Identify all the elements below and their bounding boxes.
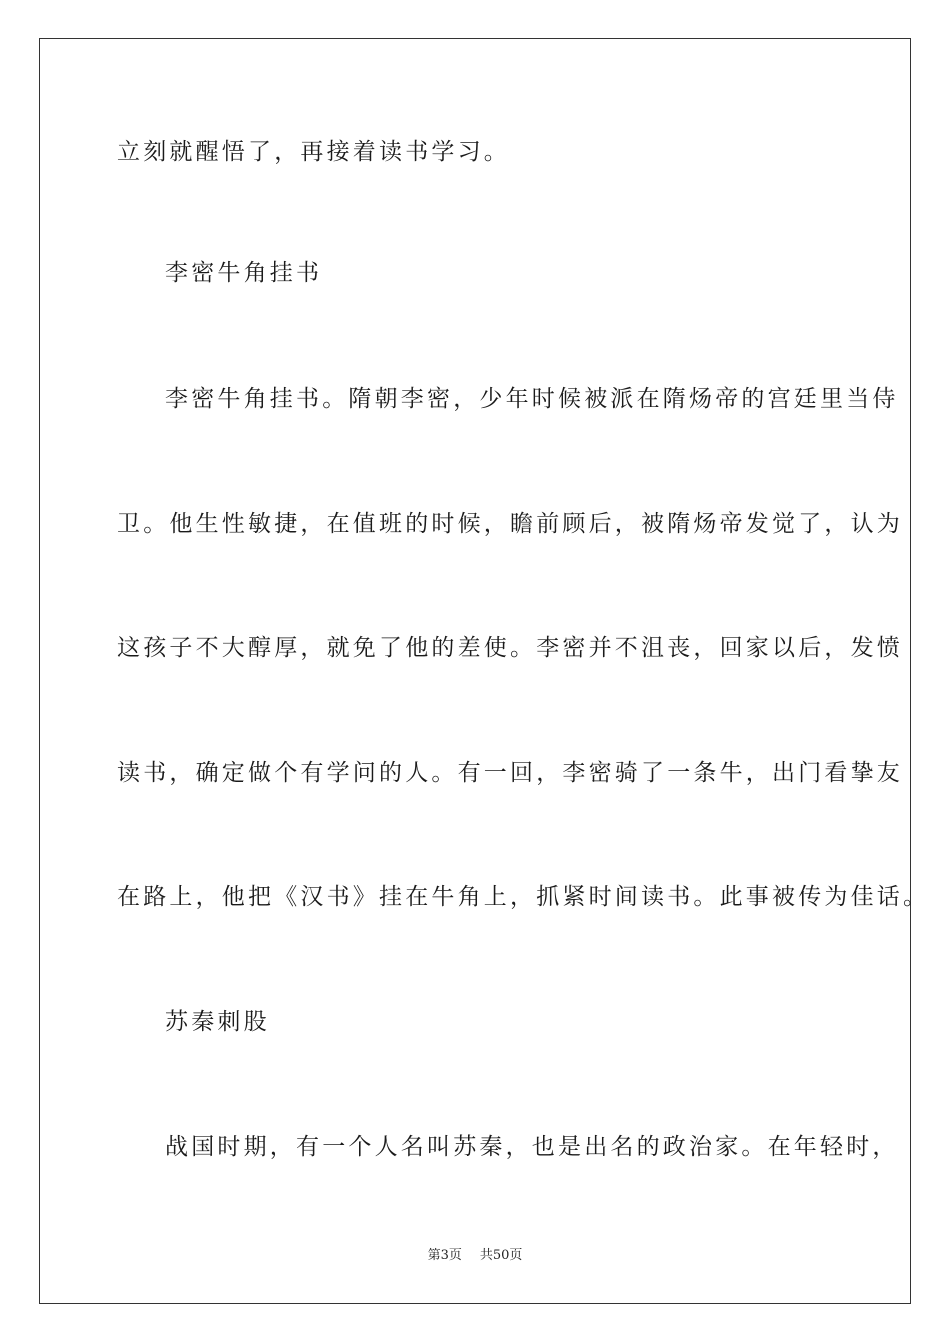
paragraph-line: 在路上，他把《汉书》挂在牛角上，抓紧时间读书。此事被传为佳话。 — [117, 884, 930, 910]
page-total: 共50页 — [479, 1248, 523, 1263]
paragraph-line: 立刻就醒悟了，再接着读书学习。 — [117, 139, 510, 165]
paragraph-line: 战国时期，有一个人名叫苏秦，也是出名的政治家。在年轻时， — [165, 1134, 899, 1160]
paragraph-line: 李密牛角挂书。隋朝李密，少年时候被派在隋炀帝的宫廷里当侍 — [165, 386, 899, 412]
paragraph-line: 卫。他生性敏捷，在值班的时候，瞻前顾后，被隋炀帝发觉了，认为 — [117, 511, 903, 537]
page-footer — [0, 1247, 950, 1265]
page-number: 第3页 — [427, 1248, 462, 1263]
section-heading: 苏秦刺股 — [165, 1009, 270, 1035]
page-border — [39, 38, 911, 1304]
paragraph-line: 这孩子不大醇厚，就免了他的差使。李密并不沮丧，回家以后，发愤 — [117, 635, 903, 661]
section-heading: 李密牛角挂书 — [165, 260, 323, 286]
paragraph-line: 读书，确定做个有学问的人。有一回，李密骑了一条牛，出门看挚友 — [117, 760, 903, 786]
